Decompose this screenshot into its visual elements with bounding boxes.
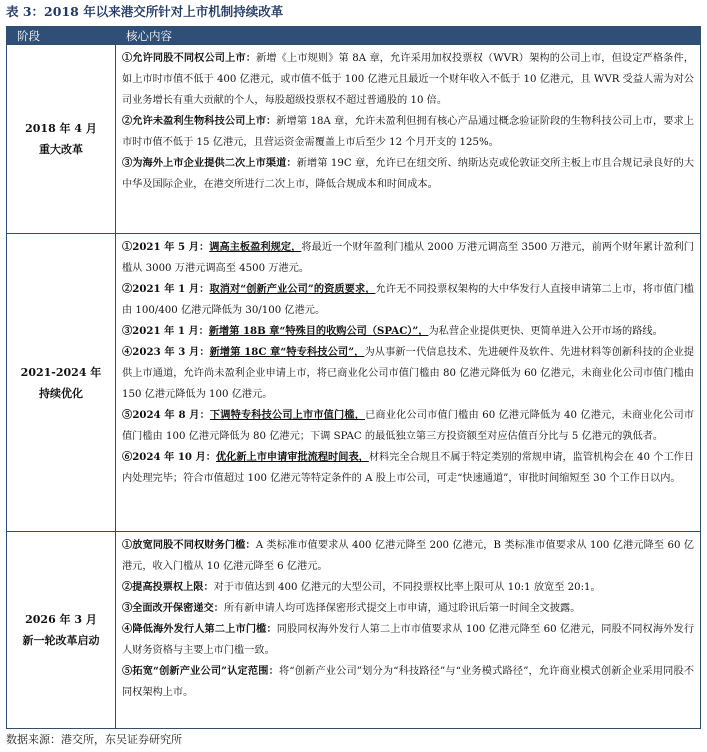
item-text: 对于市值达到 400 亿港元的大型公司，不同投票权比率上限可从 10:1 放宽至 20:1。 (213, 582, 601, 593)
item-text: 新增第 18A 章，允许未盈利但拥有核心产品通过概念验证阶段的生物科技公司上市，要求上市时市值不低于 15 亿港元，且营运资金需覆盖上市后至少 12 个月开支的 125%。 (122, 116, 695, 148)
header-content: 核心内容 (116, 27, 701, 45)
item-text: 将“创新产业公司”划分为“科技路径”与“业务模式路径”，允许商业模式创新企业采用同股不同权架构上市。 (122, 666, 695, 698)
content-cell (116, 45, 701, 234)
item-text: 将最近一个财年盈利门槛从 2000 万港元调高至 3500 万港元，前两个财年累计盈利门槛从 3000 万港元调高至 4500 万港元。 (122, 242, 694, 274)
list-item (122, 153, 694, 195)
list-item (122, 321, 694, 342)
stage-date: 2026 年 3 月 (25, 613, 97, 626)
list-item (122, 535, 694, 577)
item-subheading: 新增第 18C 章“特专科技公司”， (209, 346, 365, 358)
item-heading: ④降低海外发行人第二上市门槛： (122, 623, 277, 635)
list-item (122, 619, 694, 661)
stage-label: 持续优化 (39, 386, 83, 400)
content-cell (116, 234, 701, 532)
reform-table (6, 26, 701, 729)
item-text: 允许无不同投票权架构的大中华发行人直接申请第二上市，将市值门槛由 100/400 亿港元降低为 30/100 亿港元。 (122, 284, 694, 316)
item-text: 所有新申请人均可选择保密形式提交上市申请，通过聆讯后第一时间全文披露。 (223, 603, 581, 614)
item-text: 同股同权海外发行人第二上市市值要求从 100 亿港元降至 60 亿港元，同股不同权海外发行人财务资格与主要上市门槛一致。 (122, 624, 695, 656)
table-row (7, 234, 701, 532)
list-item (122, 577, 694, 598)
item-heading: ②允许未盈利生物科技公司上市： (122, 115, 277, 127)
item-heading: ②提高投票权上限： (122, 581, 214, 593)
stage-cell (7, 234, 116, 532)
content-cell (116, 532, 701, 729)
item-text: 新增《上市规则》第 8A 章，允许采用加权投票权（WVR）架构的公司上市，但设定严格条件，如上市时市值不低于 400 亿港元，或市值不低于 100 亿港元且最近一个财年收入不低于 10 亿港元，且 WVR 受益人需为对公司业务增长有重大贡献的个人，每股超级投票权不超过普通股的 10 倍。 (122, 53, 694, 106)
item-subheading: 新增第 18B 章“特殊目的收购公司（SPAC）”， (208, 325, 429, 337)
stage-date: 2018 年 4 月 (25, 122, 97, 135)
item-heading: ②2021 年 1 月： (122, 283, 210, 295)
source-note: 数据来源：港交所，东吴证券研究所 (6, 733, 182, 746)
item-heading: ③2021 年 1 月： (122, 325, 209, 337)
item-heading: ③全面改开保密递交： (122, 602, 224, 614)
item-text: 为从事新一代信息技术、先进硬件及软件、先进材料等创新科技的企业提供上市通道，允许尚未盈利企业申请上市，将已商业化公司市值门槛由 80 亿港元降低为 60 亿港元，未商业化公司市值门槛由 150 亿港元降低为 100 亿港元。 (122, 347, 694, 400)
stage-cell (7, 45, 116, 234)
item-heading: ①放宽同股不同权财务门槛： (122, 539, 256, 551)
item-heading: ①2021 年 5 月： (122, 241, 210, 253)
list-item (122, 342, 694, 405)
list-item (122, 661, 694, 703)
item-subheading: 调高主板盈利规定， (209, 241, 302, 253)
item-heading: ④2023 年 3 月： (122, 346, 210, 358)
item-text: 新增第 19C 章，允许已在纽交所、纳斯达克或伦敦证交所主板上市且合规记录良好的大中华及国际企业，在港交所进行二次上市，降低合规成本和时间成本。 (122, 158, 695, 190)
list-item (122, 598, 694, 619)
item-heading: ⑤拓宽“创新产业公司”认定范围： (122, 665, 279, 677)
list-item (122, 111, 694, 153)
stage-label: 新一轮改革启动 (22, 634, 100, 647)
list-item (122, 237, 694, 279)
item-heading: ⑥2024 年 10 月： (122, 451, 216, 463)
header-stage: 阶段 (7, 27, 116, 45)
item-heading: ③为海外上市企业提供二次上市渠道： (122, 157, 297, 169)
item-text: 为私营企业提供更快、更简单进入公开市场的路线。 (428, 326, 663, 337)
list-item (122, 447, 694, 489)
table-title: 表 3：2018 年以来港交所针对上市机制持续改革 (6, 4, 284, 19)
item-heading: ①允许同股不同权公司上市： (122, 52, 257, 64)
list-item (122, 48, 694, 111)
stage-cell (7, 532, 116, 729)
item-heading: ⑤2024 年 8 月： (122, 409, 210, 421)
list-item (122, 405, 694, 447)
item-text: A 类标准市值要求从 400 亿港元降至 200 亿港元，B 类标准市值要求从 100 亿港元降至 60 亿港元，收入门槛从 10 亿港元降至 6 亿港元。 (122, 540, 694, 572)
stage-date: 2021-2024 年 (20, 365, 102, 379)
stage-label: 重大改革 (39, 143, 83, 156)
list-item (122, 279, 694, 321)
table-row (7, 45, 701, 234)
table-header-row (7, 27, 701, 45)
item-subheading: 优化新上市申请审批流程时间表， (215, 451, 369, 463)
item-text: 材料完全合规且不属于特定类别的常规申请，监管机构会在 40 个工作日内处理完毕；符合市值超过 100 亿港元等特定条件的 A 股上市公司，可走“快速通道”，审批时间缩短至 30 个工作日以内。 (122, 452, 695, 484)
item-subheading: 取消对“创新产业公司”的资质要求， (209, 283, 376, 295)
item-subheading: 下调特专科技公司上市市值门槛， (209, 409, 366, 421)
item-text: 已商业化公司市值门槛由 60 亿港元降低为 40 亿港元，未商业化公司市值门槛由 100 亿港元降低为 80 亿港元；下调 SPAC 的最低独立第三方投资额至对应估值百分比与 5 亿港元的孰低者。 (122, 410, 694, 442)
table-row (7, 532, 701, 729)
